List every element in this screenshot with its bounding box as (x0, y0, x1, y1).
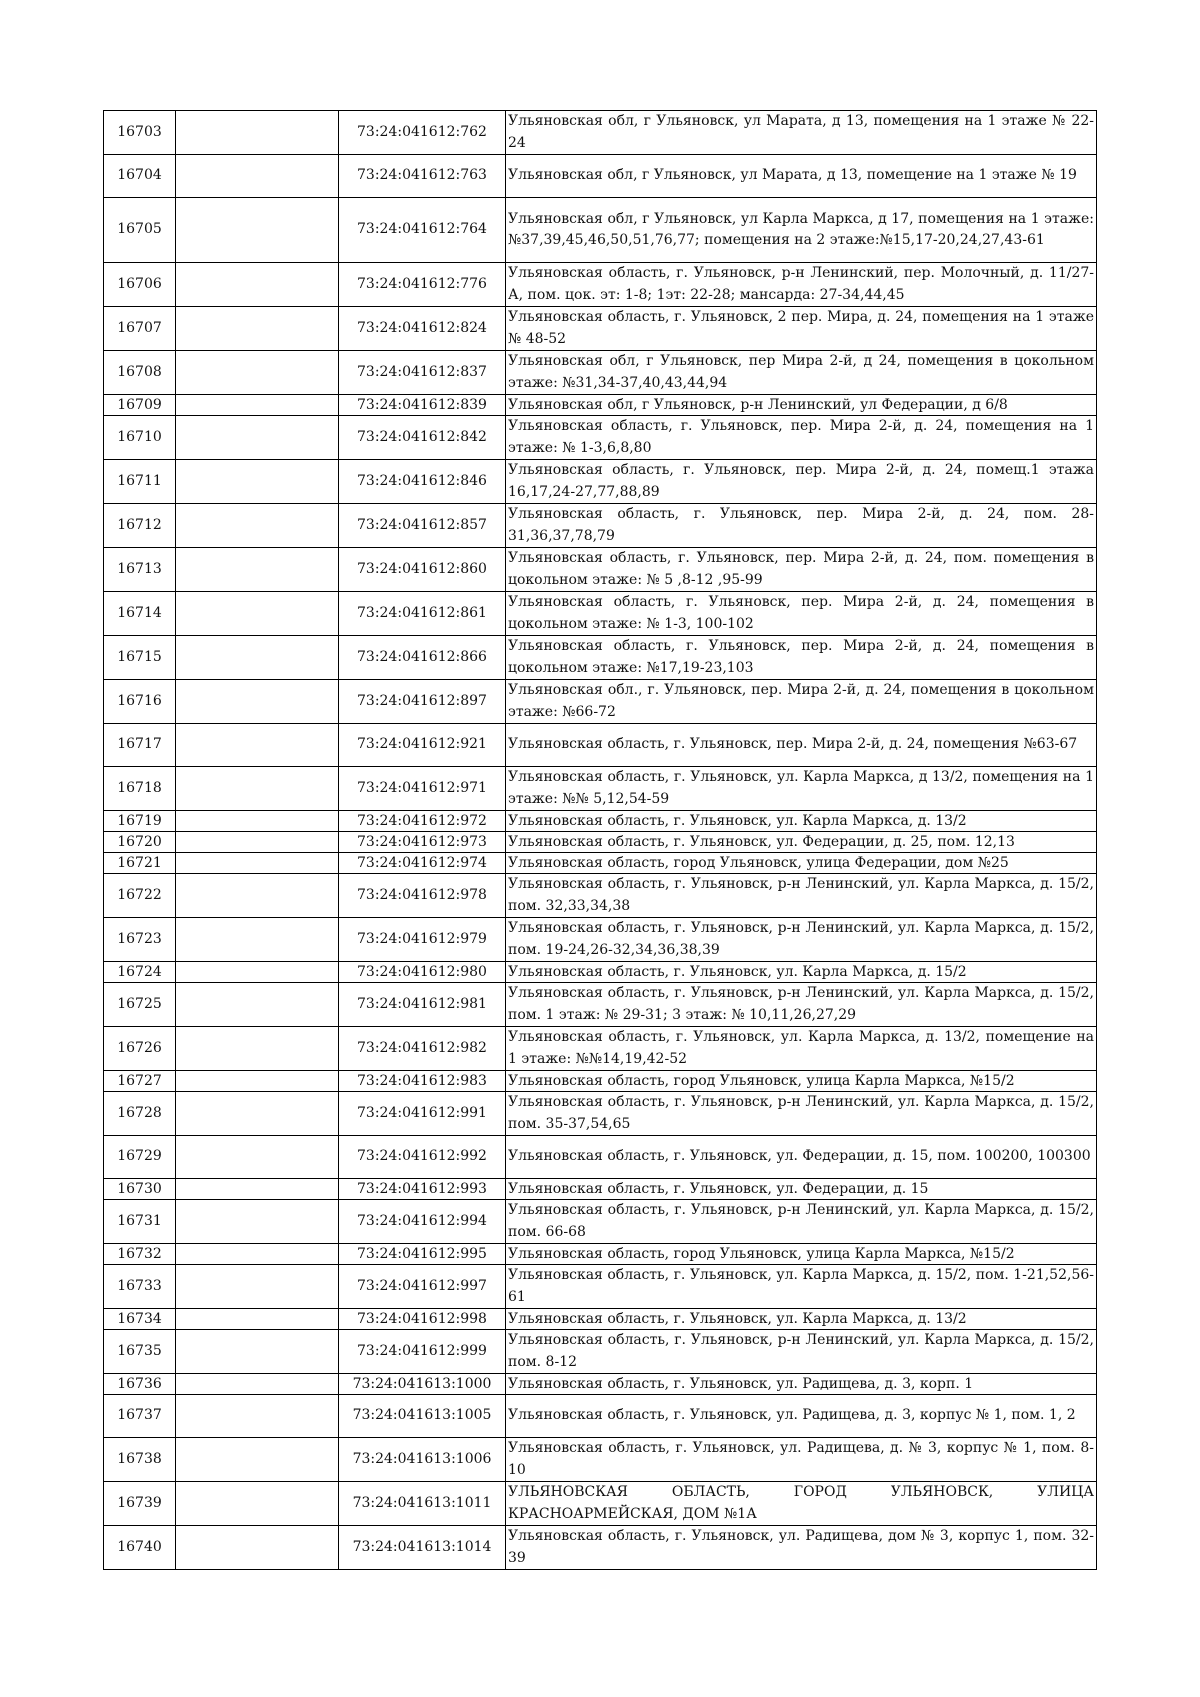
cadastral-number: 73:24:041612:763 (339, 155, 506, 198)
record-number: 16716 (104, 680, 176, 724)
record-number: 16708 (104, 351, 176, 395)
table-row (104, 1438, 1097, 1482)
property-address: Ульяновская область, г. Ульяновск, р-н Ленинский, ул. Карла Маркса, д. 15/2, пом. 35-37,54,65 (506, 1092, 1097, 1136)
empty-cell (176, 1136, 339, 1179)
cadastral-number: 73:24:041612:839 (339, 395, 506, 416)
cadastral-number: 73:24:041612:762 (339, 111, 506, 155)
empty-cell (176, 680, 339, 724)
cadastral-number: 73:24:041612:861 (339, 592, 506, 636)
table-row (104, 1482, 1097, 1526)
property-address: Ульяновская обл, г Ульяновск, пер Мира 2-й, д 24, помещения в цокольном этаже: №31,34-37,40,43,44,94 (506, 351, 1097, 395)
table-row (104, 1136, 1097, 1179)
record-number: 16721 (104, 853, 176, 874)
table-row (104, 1395, 1097, 1438)
table-row (104, 832, 1097, 853)
cadastral-number: 73:24:041612:764 (339, 198, 506, 263)
empty-cell (176, 767, 339, 811)
empty-cell (176, 1330, 339, 1374)
property-address: Ульяновская область, г. Ульяновск, пер. Мира 2-й, д. 24, пом. 28-31,36,37,78,79 (506, 504, 1097, 548)
cadastral-number: 73:24:041612:972 (339, 811, 506, 832)
cadastral-number: 73:24:041612:993 (339, 1179, 506, 1200)
table-row (104, 724, 1097, 767)
record-number: 16707 (104, 307, 176, 351)
empty-cell (176, 636, 339, 680)
record-number: 16725 (104, 983, 176, 1027)
empty-cell (176, 1438, 339, 1482)
property-address: Ульяновская обл, г Ульяновск, ул Марата, д 13, помещения на 1 этаже № 22-24 (506, 111, 1097, 155)
empty-cell (176, 1179, 339, 1200)
empty-cell (176, 724, 339, 767)
cadastral-number: 73:24:041612:897 (339, 680, 506, 724)
cadastral-number: 73:24:041612:992 (339, 1136, 506, 1179)
record-number: 16713 (104, 548, 176, 592)
record-number: 16727 (104, 1071, 176, 1092)
record-number: 16726 (104, 1027, 176, 1071)
property-address: Ульяновская область, г. Ульяновск, ул. Радищева, д. 3, корп. 1 (506, 1374, 1097, 1395)
registry-body (104, 111, 1097, 1570)
table-row (104, 1330, 1097, 1374)
empty-cell (176, 874, 339, 918)
property-address: Ульяновская обл, г Ульяновск, ул Карла Маркса, д 17, помещения на 1 этаже:№37,39,45,46,50,51,76,77; помещения на 2 этаже:№15,17-20,24,27,43-61 (506, 198, 1097, 263)
cadastral-number: 73:24:041612:842 (339, 416, 506, 460)
table-row (104, 263, 1097, 307)
cadastral-number: 73:24:041612:995 (339, 1244, 506, 1265)
table-row (104, 1179, 1097, 1200)
cadastral-number: 73:24:041612:857 (339, 504, 506, 548)
record-number: 16733 (104, 1265, 176, 1309)
empty-cell (176, 853, 339, 874)
cadastral-number: 73:24:041612:837 (339, 351, 506, 395)
table-row (104, 307, 1097, 351)
table-row (104, 1092, 1097, 1136)
record-number: 16730 (104, 1179, 176, 1200)
property-address: Ульяновская область, г. Ульяновск, ул. Федерации, д. 15 (506, 1179, 1097, 1200)
empty-cell (176, 1092, 339, 1136)
table-row (104, 636, 1097, 680)
property-address: Ульяновская область, г. Ульяновск, ул. Карла Маркса, д. 13/2, помещение на 1 этаже: №№14,19,42-52 (506, 1027, 1097, 1071)
record-number: 16719 (104, 811, 176, 832)
empty-cell (176, 1374, 339, 1395)
property-address: Ульяновская обл, г Ульяновск, ул Марата, д 13, помещение на 1 этаже № 19 (506, 155, 1097, 198)
empty-cell (176, 395, 339, 416)
empty-cell (176, 832, 339, 853)
record-number: 16718 (104, 767, 176, 811)
property-address: Ульяновская область, г. Ульяновск, ул. Радищева, д. № 3, корпус № 1, пом. 8-10 (506, 1438, 1097, 1482)
property-address: Ульяновская область, город Ульяновск, улица Карла Маркса, №15/2 (506, 1071, 1097, 1092)
cadastral-number: 73:24:041612:979 (339, 918, 506, 962)
cadastral-number: 73:24:041612:982 (339, 1027, 506, 1071)
table-row (104, 1309, 1097, 1330)
property-address: Ульяновская область, г. Ульяновск, пер. Мира 2-й, д. 24, помещ.1 этажа 16,17,24-27,77,88,89 (506, 460, 1097, 504)
property-address: Ульяновская область, г. Ульяновск, ул. Федерации, д. 25, пом. 12,13 (506, 832, 1097, 853)
record-number: 16720 (104, 832, 176, 853)
record-number: 16706 (104, 263, 176, 307)
table-row (104, 853, 1097, 874)
property-address: Ульяновская область, г. Ульяновск, пер. Мира 2-й, д. 24, помещения №63-67 (506, 724, 1097, 767)
cadastral-number: 73:24:041612:971 (339, 767, 506, 811)
empty-cell (176, 1526, 339, 1570)
cadastral-number: 73:24:041612:860 (339, 548, 506, 592)
table-row (104, 198, 1097, 263)
record-number: 16738 (104, 1438, 176, 1482)
empty-cell (176, 1265, 339, 1309)
cadastral-number: 73:24:041613:1000 (339, 1374, 506, 1395)
property-address: Ульяновская область, г. Ульяновск, ул. Радищева, д. 3, корпус № 1, пом. 1, 2 (506, 1395, 1097, 1438)
cadastral-number: 73:24:041613:1011 (339, 1482, 506, 1526)
record-number: 16709 (104, 395, 176, 416)
property-address: Ульяновская область, г. Ульяновск, пер. Мира 2-й, д. 24, пом. помещения в цокольном этаже: № 5 ,8-12 ,95-99 (506, 548, 1097, 592)
record-number: 16732 (104, 1244, 176, 1265)
table-row (104, 111, 1097, 155)
record-number: 16723 (104, 918, 176, 962)
empty-cell (176, 983, 339, 1027)
table-row (104, 395, 1097, 416)
record-number: 16728 (104, 1092, 176, 1136)
empty-cell (176, 918, 339, 962)
table-row (104, 680, 1097, 724)
cadastral-number: 73:24:041612:991 (339, 1092, 506, 1136)
empty-cell (176, 198, 339, 263)
property-address: Ульяновская область, г. Ульяновск, ул. Карла Маркса, д 13/2, помещения на 1 этаже: №№ 5,12,54-59 (506, 767, 1097, 811)
table-row (104, 1244, 1097, 1265)
record-number: 16704 (104, 155, 176, 198)
property-address: Ульяновская область, г. Ульяновск, ул. Карла Маркса, д. 13/2 (506, 811, 1097, 832)
empty-cell (176, 504, 339, 548)
table-row (104, 767, 1097, 811)
property-address: Ульяновская область, г. Ульяновск, р-н Ленинский, ул. Карла Маркса, д. 15/2, пом. 32,33,34,38 (506, 874, 1097, 918)
property-registry-table (103, 110, 1097, 1570)
table-row (104, 592, 1097, 636)
cadastral-number: 73:24:041613:1014 (339, 1526, 506, 1570)
table-row (104, 1265, 1097, 1309)
empty-cell (176, 1027, 339, 1071)
empty-cell (176, 1395, 339, 1438)
property-address: Ульяновская область, г. Ульяновск, р-н Ленинский, пер. Молочный, д. 11/27-А, пом. цок. эт: 1-8; 1эт: 22-28; мансарда: 27-34,44,45 (506, 263, 1097, 307)
record-number: 16736 (104, 1374, 176, 1395)
table-row (104, 351, 1097, 395)
property-address: Ульяновская область, г. Ульяновск, пер. Мира 2-й, д. 24, помещения на 1 этаже: № 1-3,6,8,80 (506, 416, 1097, 460)
record-number: 16714 (104, 592, 176, 636)
table-row (104, 1526, 1097, 1570)
table-row (104, 155, 1097, 198)
record-number: 16739 (104, 1482, 176, 1526)
cadastral-number: 73:24:041612:998 (339, 1309, 506, 1330)
record-number: 16705 (104, 198, 176, 263)
record-number: 16710 (104, 416, 176, 460)
property-address: Ульяновская область, г. Ульяновск, ул. Карла Маркса, д. 13/2 (506, 1309, 1097, 1330)
cadastral-number: 73:24:041612:983 (339, 1071, 506, 1092)
cadastral-number: 73:24:041612:973 (339, 832, 506, 853)
cadastral-number: 73:24:041612:866 (339, 636, 506, 680)
cadastral-number: 73:24:041612:824 (339, 307, 506, 351)
empty-cell (176, 811, 339, 832)
table-row (104, 983, 1097, 1027)
table-row (104, 416, 1097, 460)
table-row (104, 1027, 1097, 1071)
record-number: 16703 (104, 111, 176, 155)
cadastral-number: 73:24:041613:1005 (339, 1395, 506, 1438)
empty-cell (176, 1482, 339, 1526)
table-row (104, 1374, 1097, 1395)
cadastral-number: 73:24:041612:776 (339, 263, 506, 307)
record-number: 16734 (104, 1309, 176, 1330)
record-number: 16724 (104, 962, 176, 983)
cadastral-number: 73:24:041612:981 (339, 983, 506, 1027)
record-number: 16711 (104, 460, 176, 504)
cadastral-number: 73:24:041612:980 (339, 962, 506, 983)
empty-cell (176, 1309, 339, 1330)
empty-cell (176, 155, 339, 198)
property-address: Ульяновская область, г. Ульяновск, ул. Федерации, д. 15, пом. 100200, 100300 (506, 1136, 1097, 1179)
cadastral-number: 73:24:041612:997 (339, 1265, 506, 1309)
table-row (104, 504, 1097, 548)
table-row (104, 811, 1097, 832)
property-address: Ульяновская область, г. Ульяновск, р-н Ленинский, ул. Карла Маркса, д. 15/2, пом. 1 этаж: № 29-31; 3 этаж: № 10,11,26,27,29 (506, 983, 1097, 1027)
empty-cell (176, 307, 339, 351)
record-number: 16715 (104, 636, 176, 680)
table-row (104, 918, 1097, 962)
cadastral-number: 73:24:041612:978 (339, 874, 506, 918)
property-address: Ульяновская область, г. Ульяновск, ул. Радищева, дом № 3, корпус 1, пом. 32-39 (506, 1526, 1097, 1570)
record-number: 16712 (104, 504, 176, 548)
empty-cell (176, 416, 339, 460)
property-address: Ульяновская область, город Ульяновск, улица Карла Маркса, №15/2 (506, 1244, 1097, 1265)
record-number: 16731 (104, 1200, 176, 1244)
table-row (104, 962, 1097, 983)
empty-cell (176, 1071, 339, 1092)
empty-cell (176, 592, 339, 636)
cadastral-number: 73:24:041612:994 (339, 1200, 506, 1244)
empty-cell (176, 1200, 339, 1244)
cadastral-number: 73:24:041612:846 (339, 460, 506, 504)
record-number: 16740 (104, 1526, 176, 1570)
cadastral-number: 73:24:041612:974 (339, 853, 506, 874)
table-row (104, 1200, 1097, 1244)
table-row (104, 874, 1097, 918)
property-address: Ульяновская область, г. Ульяновск, пер. Мира 2-й, д. 24, помещения в цокольном этаже: № 1-3, 100-102 (506, 592, 1097, 636)
property-address: Ульяновская обл., г. Ульяновск, пер. Мира 2-й, д. 24, помещения в цокольном этаже: №66-72 (506, 680, 1097, 724)
cadastral-number: 73:24:041612:999 (339, 1330, 506, 1374)
record-number: 16729 (104, 1136, 176, 1179)
record-number: 16735 (104, 1330, 176, 1374)
empty-cell (176, 1244, 339, 1265)
property-address: Ульяновская область, г. Ульяновск, 2 пер. Мира, д. 24, помещения на 1 этаже № 48-52 (506, 307, 1097, 351)
cadastral-number: 73:24:041612:921 (339, 724, 506, 767)
property-address: Ульяновская область, г. Ульяновск, пер. Мира 2-й, д. 24, помещения в цокольном этаже: №17,19-23,103 (506, 636, 1097, 680)
table-row (104, 548, 1097, 592)
empty-cell (176, 962, 339, 983)
record-number: 16722 (104, 874, 176, 918)
record-number: 16737 (104, 1395, 176, 1438)
property-address: Ульяновская область, г. Ульяновск, р-н Ленинский, ул. Карла Маркса, д. 15/2, пом. 8-12 (506, 1330, 1097, 1374)
empty-cell (176, 548, 339, 592)
property-address: Ульяновская область, г. Ульяновск, ул. Карла Маркса, д. 15/2, пом. 1-21,52,56-61 (506, 1265, 1097, 1309)
property-address: Ульяновская область, г. Ульяновск, р-н Ленинский, ул. Карла Маркса, д. 15/2, пом. 66-68 (506, 1200, 1097, 1244)
empty-cell (176, 111, 339, 155)
empty-cell (176, 351, 339, 395)
property-address: Ульяновская область, г. Ульяновск, р-н Ленинский, ул. Карла Маркса, д. 15/2, пом. 19-24,26-32,34,36,38,39 (506, 918, 1097, 962)
table-row (104, 1071, 1097, 1092)
empty-cell (176, 460, 339, 504)
property-address: Ульяновская обл, г Ульяновск, р-н Ленинский, ул Федерации, д 6/8 (506, 395, 1097, 416)
table-row (104, 460, 1097, 504)
record-number: 16717 (104, 724, 176, 767)
property-address: УЛЬЯНОВСКАЯ ОБЛАСТЬ, ГОРОД УЛЬЯНОВСК, УЛИЦА КРАСНОАРМЕЙСКАЯ, ДОМ №1А (506, 1482, 1097, 1526)
property-address: Ульяновская область, г. Ульяновск, ул. Карла Маркса, д. 15/2 (506, 962, 1097, 983)
property-address: Ульяновская область, город Ульяновск, улица Федерации, дом №25 (506, 853, 1097, 874)
cadastral-number: 73:24:041613:1006 (339, 1438, 506, 1482)
empty-cell (176, 263, 339, 307)
